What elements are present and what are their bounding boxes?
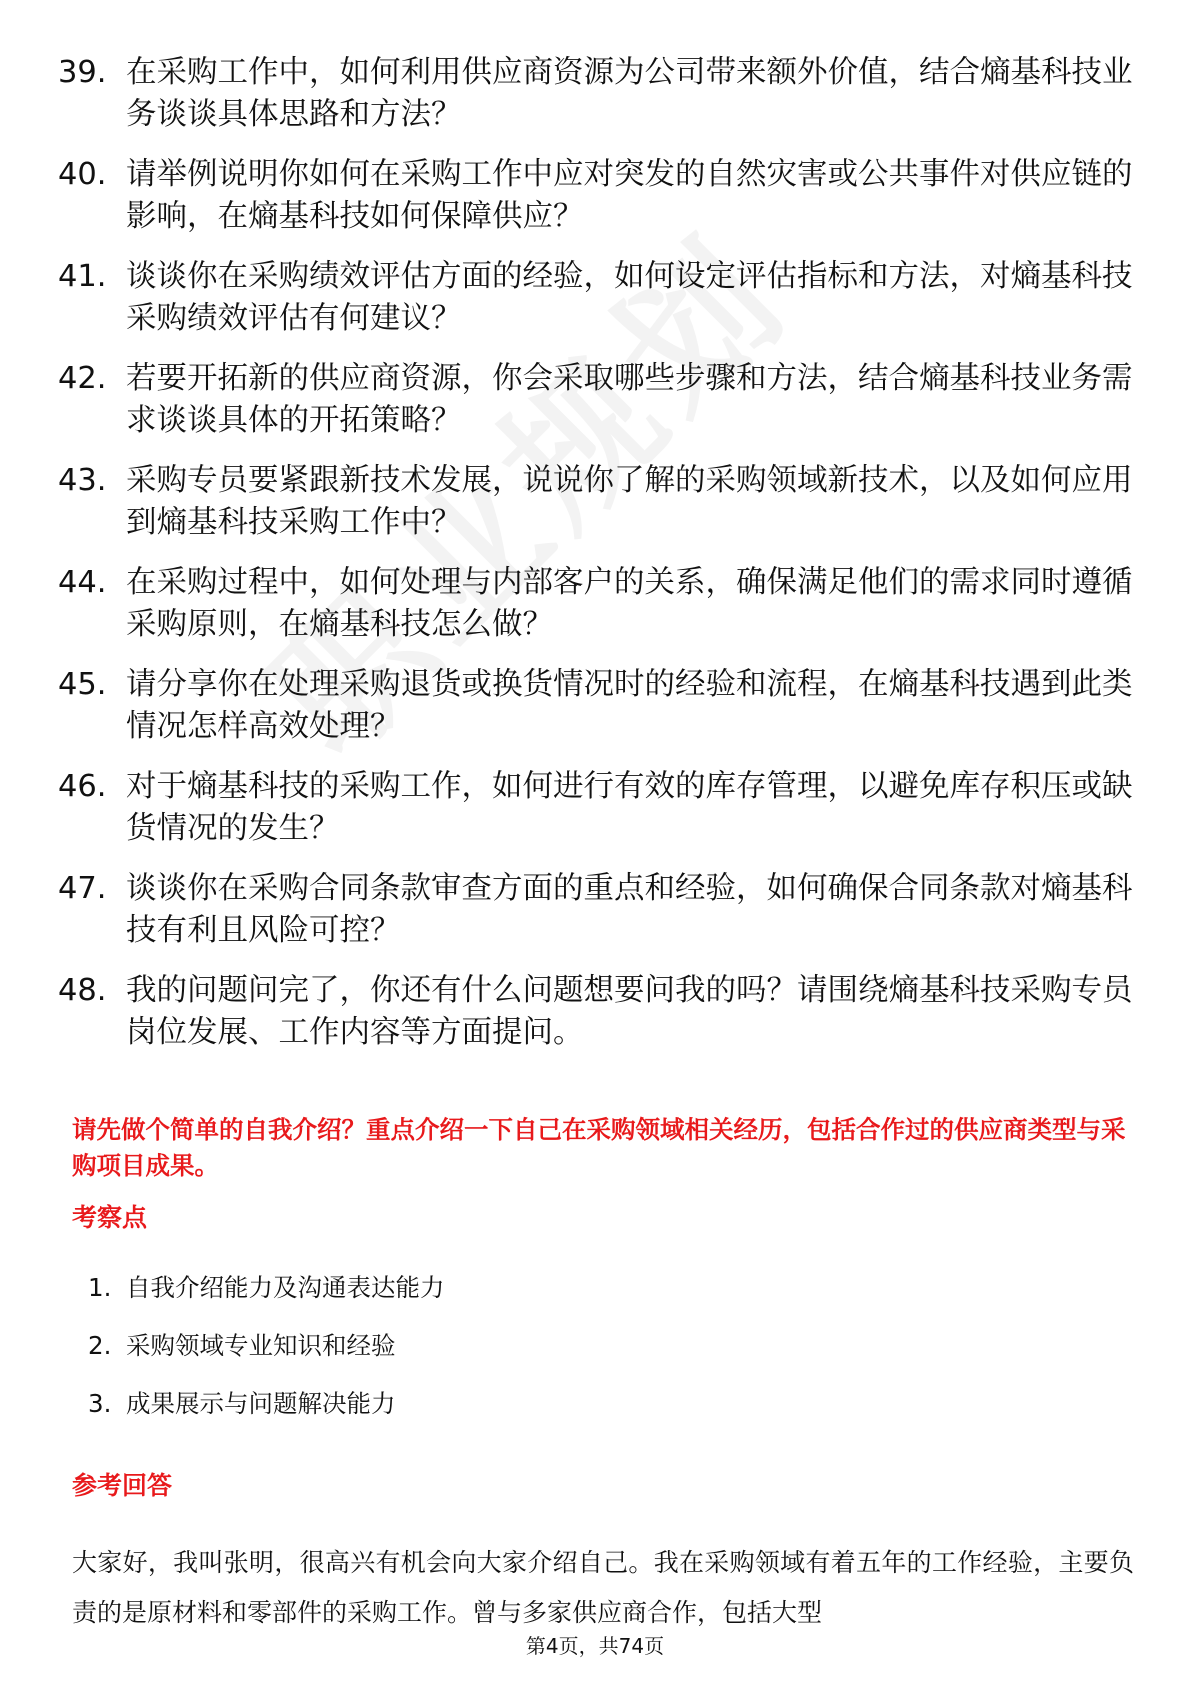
question-list	[58, 52, 1138, 1072]
question-text: 谈谈你在采购绩效评估方面的经验，如何设定评估指标和方法，对熵基科技采购绩效评估有何建议？	[126, 259, 1133, 336]
exam-point-text: 自我介绍能力及沟通表达能力	[126, 1273, 445, 1302]
exam-point-number: 1.	[88, 1273, 112, 1302]
page-footer: 第4页，共74页	[525, 1634, 665, 1658]
question-item	[58, 868, 1138, 952]
exam-points-title: 考察点	[72, 1203, 148, 1232]
question-number: 47.	[58, 871, 107, 906]
question-item	[58, 256, 1138, 340]
question-number: 39.	[58, 55, 107, 90]
question-item	[58, 358, 1138, 442]
exam-point-item	[88, 1388, 445, 1420]
exam-point-number: 2.	[88, 1331, 112, 1360]
question-item	[58, 766, 1138, 850]
question-text: 若要开拓新的供应商资源，你会采取哪些步骤和方法，结合熵基科技业务需求谈谈具体的开拓策略？	[126, 361, 1133, 438]
question-number: 40.	[58, 157, 107, 192]
exam-point-number: 3.	[88, 1389, 112, 1418]
question-item	[58, 970, 1138, 1054]
question-number: 48.	[58, 973, 107, 1008]
question-number: 42.	[58, 361, 107, 396]
question-text: 采购专员要紧跟新技术发展，说说你了解的采购领域新技术，以及如何应用到熵基科技采购工作中？	[126, 463, 1133, 540]
exam-points-list	[88, 1272, 445, 1446]
question-item	[58, 562, 1138, 646]
question-item	[58, 664, 1138, 748]
question-text: 在采购过程中，如何处理与内部客户的关系，确保满足他们的需求同时遵循采购原则，在熵基科技怎么做？	[126, 565, 1133, 642]
question-number: 45.	[58, 667, 107, 702]
question-text: 请分享你在处理采购退货或换货情况时的经验和流程，在熵基科技遇到此类情况怎样高效处理？	[126, 667, 1133, 744]
exam-point-item	[88, 1330, 445, 1362]
exam-point-text: 采购领域专业知识和经验	[126, 1331, 396, 1360]
exam-point-text: 成果展示与问题解决能力	[126, 1389, 396, 1418]
reference-answer-text: 大家好，我叫张明，很高兴有机会向大家介绍自己。我在采购领域有着五年的工作经验，主要负责的是原材料和零部件的采购工作。曾与多家供应商合作，包括大型	[72, 1548, 1134, 1627]
question-number: 44.	[58, 565, 107, 600]
question-text: 我的问题问完了，你还有什么问题想要问我的吗？请围绕熵基科技采购专员岗位发展、工作内容等方面提问。	[126, 973, 1133, 1050]
question-item	[58, 52, 1138, 136]
question-text: 谈谈你在采购合同条款审查方面的重点和经验，如何确保合同条款对熵基科技有利且风险可控？	[126, 871, 1133, 948]
question-text: 请举例说明你如何在采购工作中应对突发的自然灾害或公共事件对供应链的影响，在熵基科技如何保障供应？	[126, 157, 1133, 234]
question-number: 41.	[58, 259, 107, 294]
reference-answer-title: 参考回答	[72, 1471, 173, 1500]
question-item	[58, 154, 1138, 238]
question-number: 46.	[58, 769, 107, 804]
question-item	[58, 460, 1138, 544]
question-text: 在采购工作中，如何利用供应商资源为公司带来额外价值，结合熵基科技业务谈谈具体思路和方法？	[126, 55, 1133, 132]
exam-point-item	[88, 1272, 445, 1304]
question-number: 43.	[58, 463, 107, 498]
question-text: 对于熵基科技的采购工作，如何进行有效的库存管理，以避免库存积压或缺货情况的发生？	[126, 769, 1133, 846]
highlight-question: 请先做个简单的自我介绍？重点介绍一下自己在采购领域相关经历，包括合作过的供应商类型与采购项目成果。	[72, 1115, 1126, 1180]
